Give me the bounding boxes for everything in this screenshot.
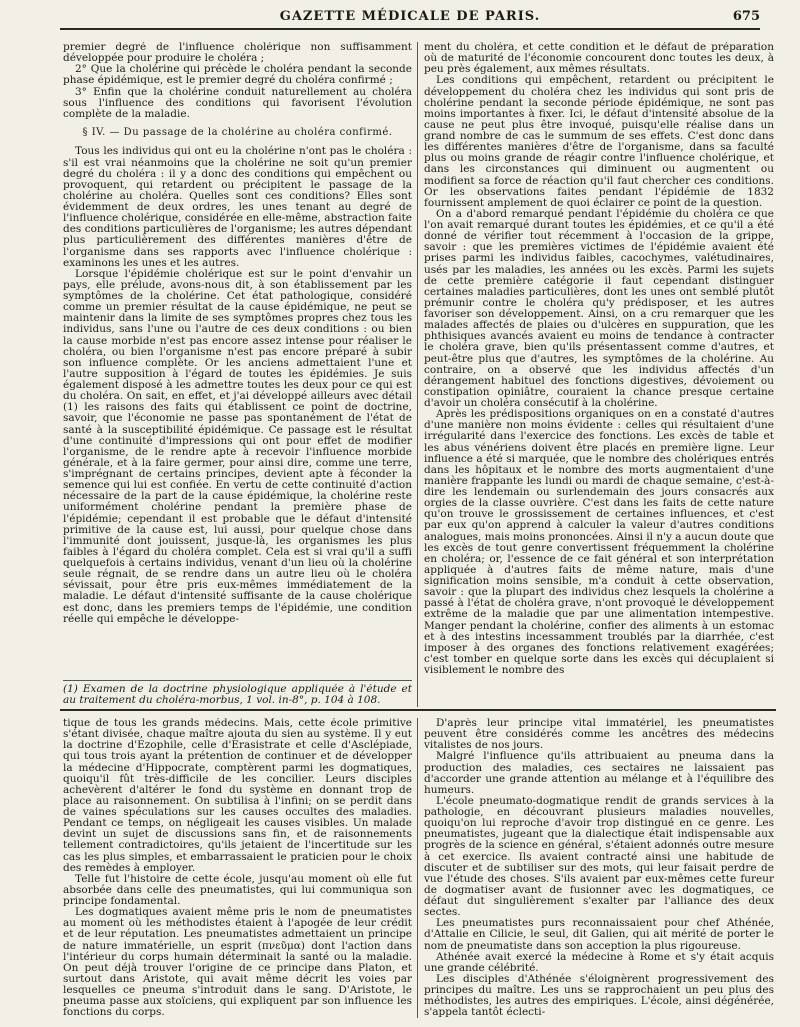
page-number: 675 bbox=[732, 9, 760, 24]
paragraph: Les conditions qui empêchent, retardent ou précipitent le développement du choléra chez les individus qui sont pris de cholérine pendant la seconde période épidémique, ne sont pas moins importantes à fixer. Ici, le défaut d'intensité absolue de la cause ne peut plus être invoqué, puisqu'elle réalise dans un grand nombre de cas le summum de ses effets. C'est donc dans les différentes manières d'être de l'organisme, dans sa faculté plus ou moins grande de réagir contre l'influence cholérique, et dans les circonstances qui diminuent ou augmentent ou modifient sa force de réaction qu'il faut chercher ces conditions. Or les observations faites pendant l'épidémie de 1832 fournissent amplement de quoi éclairer ce point de la question. bbox=[424, 74, 774, 209]
paragraph: On a d'abord remarqué pendant l'épidémie du choléra ce que l'on avait remarqué durant toutes les épidémies, et ce qu'il a été donné de vérifier tout récemment à l'occasion de la grippe, savoir : que les premières victimes de l'épidémie avaient été prises parmi les individus faibles, cacochymes, valétudinaires, usés par les maladies, les années ou les excès. Parmi les sujets de cette première catégorie il faut cependant distinguer certaines maladies particulières, dont les unes ont semblé plutôt prémunir contre le choléra qu'y prédisposer, et les autres favoriser son développement. Ainsi, on a cru remarquer que les malades affectés de plaies ou d'ulcères en suppuration, que les phthisiques avancés avaient eu moins de tendance à contracter le choléra grave, bien qu'ils présentassent comme d'autres, et peut-être plus que d'autres, les symptômes de la cholérine. Au contraire, on a observé que les individus affectés d'un dérangement habituel des fonctions digestives, dévoiement ou constipation opiniâtre, couraient la chance presque certaine d'avoir un choléra consécutif à la cholérine. bbox=[424, 207, 774, 409]
paragraph: Les dogmatiques avaient même pris le nom de pneumatistes au moment où les méthodistes étaient à l'apogée de leur crédit et de leur réputation. Les pneumatistes admettaient un principe de nature immatérielle, un esprit (πνεῦμα) dont l'action dans l'intérieur du corps humain déterminait la santé ou la maladie. On peut déjà trouver l'origine de ce principe dans Platon, et surtout dans Aristote, qui avait même décrit les voies par lesquelles ce pneuma s'introduit dans le sang. D'Aristote, le pneuma passe aux stoïciens, qui expliquent par son influence les fonctions du corps. bbox=[63, 906, 412, 1018]
paragraph: D'après leur principe vital immatériel, les pneumatistes peuvent être considérés comme les ancêtres des médecins vitalistes de nos jours. bbox=[424, 718, 774, 752]
paragraph: Après les prédispositions organiques on en a constaté d'autres d'une manière non moins évidente : celles qui résultaient d'une irrégularité dans l'exercice des fonctions. Les excès de table et les abus vénériens doivent être placés en première ligne. Leur influence a été si marquée, que le nombre des cholériques entrés dans les hôpitaux et le nombre des morts augmentaient d'une manière frappante les lundi ou mardi de chaque semaine, c'est-à-dire les lendemain ou surlendemain des jours consacrés aux orgies de la classe ouvrière. C'est dans les faits de cette nature qu'on trouve le grossissement de certaines influences, et c'est par eux qu'on apprend à calculer la valeur d'autres conditions analogues, mais moins prononcées. Ainsi il n'y a aucun doute que les excès de tout genre convertissent fréquemment la cholérine en choléra; or, l'essence de ce fait général et son interprétation appliquée à d'autres faits de même nature, mais d'une signification moins sensible, m'a conduit à cette observation, savoir : que la plupart des individus chez lesquels la cholérine a passé à l'état de choléra grave, n'ont provoqué le développement extrême de la maladie que par une alimentation intempestive. Manger pendant la cholérine, confier des aliments à un estomac et à des intestins incessamment troublés par la diarrhée, c'est imposer à des organes des fonctions relativement exagérées; c'est tomber en quelque sorte dans les excès qui décuplaient si visiblement le nombre des bbox=[424, 408, 774, 676]
paragraph: Tous les individus qui ont eu la cholérine n'ont pas le choléra : s'il est vrai néanmoins que la cholérine ne soit qu'un premier degré du choléra : il y a donc des conditions qui empêchent ou provoquent, qui retardent ou précipitent le passage de la cholérine au choléra. Quelles sont ces conditions? Elles sont évidemment de deux ordres, les unes tenant au degré de l'influence cholérique, considérée en elle-même, abstraction faite des conditions particulières de l'organisme; les autres dépendant plus particulièrement des différentes manières d'être de l'organisme dans ses rapports avec l'influence cholérique : examinons les unes et les autres. bbox=[63, 145, 412, 269]
paragraph: L'école pneumato-dogmatique rendit de grands services à la pathologie, en découvrant plusieurs maladies nouvelles, quoiqu'on lui reproche d'avoir trop distingué en ce genre. Les pneumatistes, jugeant que la dialectique était indispensable aux progrès de la science en général, s'étaient adonnés outre mesure à cet exercice. Ils avaient contracté ainsi une habitude de discuter et de subtiliser sur des mots, qui leur faisait perdre de vue l'étude des choses. S'ils avaient par eux-mêmes cette fureur de dogmatiser avant de fusionner avec les dogmatiques, ce défaut dut singulièrement s'exalter par l'alliance des deux sectes. bbox=[424, 794, 774, 919]
footnote-divider bbox=[63, 680, 412, 681]
feuilleton-column-left bbox=[63, 718, 412, 1018]
column-divider bbox=[417, 42, 418, 707]
paragraph: premier degré de l'influence cholérique non suffisamment développée pour produire le choléra ; bbox=[63, 42, 412, 65]
article-column-left bbox=[63, 42, 412, 678]
section-heading: § IV. — Du passage de la cholérine au choléra confirmé. bbox=[82, 126, 393, 138]
page-header bbox=[60, 6, 760, 30]
article-column-right bbox=[424, 42, 774, 705]
paragraph: ment du choléra, et cette condition et le défaut de préparation où de maturité de l'économie concourent donc toutes les deux, à peu près également, aux mêmes résultats. bbox=[424, 42, 774, 76]
footnote: (1) Examen de la doctrine physiologique appliquée à l'étude et au traitement du choléra-morbus, 1 vol. in-8°, p. 104 à 108. bbox=[63, 684, 412, 707]
paragraph: Lorsque l'épidémie cholérique est sur le point d'envahir un pays, elle prélude, avons-nous dit, à son établissement par les symptômes de la cholérine. Cet état pathologique, considéré comme un premier résultat de la cause épidémique, ne peut se maintenir dans la limite de ses symptômes propres chez tous les individus, sans l'une ou l'autre de ces deux conditions : ou bien la cause morbide n'est pas encore assez intense pour réaliser le choléra, ou bien l'organisme n'est pas encore préparé à subir son influence complète. Or les anciens admettaient l'une et l'autre supposition à l'égard de toutes les épidémies. Je suis également disposé à les admettre toutes les deux pour ce qui est du choléra. On sait, en effet, et j'ai développé ailleurs avec détail (1) les raisons des faits qui établissent ce point de doctrine, savoir, que l'économie ne passe pas spontanément de l'état de santé à la susceptibilité épidémique. Ce passage est le résultat d'une continuité d'impressions qui ont pour effet de modifier l'organisme, de le rendre apte à recevoir l'influence morbide générale, et à la faire germer, pour ainsi dire, comme une terre, s'imprégnant de certains principes, devient apte à féconder la semence qui lui est confiée. En vertu de cette continuité d'action nécessaire de la part de la cause épidémique, la cholérine reste uniformément cholérine pendant la première phase de l'épidémie; cependant il est probable que le défaut d'intensité primitive de la cause est, lui aussi, pour quelque chose dans l'immunité dont jouissent, jusque-là, les organismes les plus faibles à l'égard du choléra complet. Cela est si vrai qu'il a suffi quelquefois à certains individus, venant d'un lieu où la cholérine seule régnait, de se rendre dans un autre lieu où le choléra sévissait, pour être pris eux-mêmes immédiatement de la maladie. Le défaut d'intensité suffisante de la cause cholérique est donc, dans les premiers temps de l'épidémie, une condition réelle qui empêche le développe- bbox=[63, 267, 412, 625]
journal-title: GAZETTE MÉDICALE DE PARIS. bbox=[279, 9, 541, 24]
column-divider bbox=[417, 718, 418, 1018]
paragraph: 3° Enfin que la cholérine conduit naturellement au choléra sous l'influence des conditions qui favorisent l'évolution complète de la maladie. bbox=[63, 85, 412, 120]
paragraph: Malgré l'influence qu'ils attribuaient au pneuma dans la production des maladies, ces sectaires ne laissaient pas d'accorder une grande attention au mélange et à l'équilibre des humeurs. bbox=[424, 750, 774, 796]
paragraph: Telle fut l'histoire de cette école, jusqu'au moment où elle fut absorbée dans celle des pneumatistes, qui lui communiqua son principe fondamental. bbox=[63, 872, 412, 907]
paragraph: tique de tous les grands médecins. Mais, cette école primitive s'étant divisée, chaque maître ajouta du sien au système. Il y eut la doctrine d'Ezophile, celle d'Erasistrate et celle d'Asclépiade, qui tous trois ayant la prétention de continuer et de développer la médecine d'Hippocrate, comptèrent parmi les dogmatiques, quoiqu'il fût très-difficile de les concilier. Leurs disciples achevèrent d'altérer le fond du système en donnant trop de place au raisonnement. On subtilisa à l'infini; on se perdit dans de vaines spéculations sur les causes occultes des maladies. Pendant ce temps, on négligeait les causes visibles. Un malade devint un sujet de discussions sans fin, et de raisonnements tellement contradictoires, qu'ils jetaient de l'incertitude sur les cas les plus simples, et embarrassaient le praticien pour le choix des remèdes à employer. bbox=[63, 718, 412, 874]
paragraph: 2° Que la cholérine qui précède le choléra pendant la seconde phase épidémique, est le premier degré du choléra confirmé ; bbox=[63, 63, 412, 87]
paragraph: Athénée avait exercé la médecine à Rome et s'y était acquis une grande célébrité. bbox=[424, 950, 774, 974]
paragraph: Les pneumatistes purs reconnaissaient pour chef Athénée, d'Attalie en Cilicie, le seul, dit Galien, qui ait mérité de porter le nom de pneumatiste dans son acception la plus rigoureuse. bbox=[424, 917, 774, 952]
section-divider bbox=[60, 709, 776, 711]
paragraph: Les disciples d'Athénée s'éloignèrent progressivement des principes du maître. Les uns se rapprochaient un peu plus des méthodistes, les autres des empiriques. L'école, ainsi dégénérée, s'appela tantôt éclecti- bbox=[424, 972, 774, 1018]
feuilleton-column-right bbox=[424, 718, 774, 1018]
